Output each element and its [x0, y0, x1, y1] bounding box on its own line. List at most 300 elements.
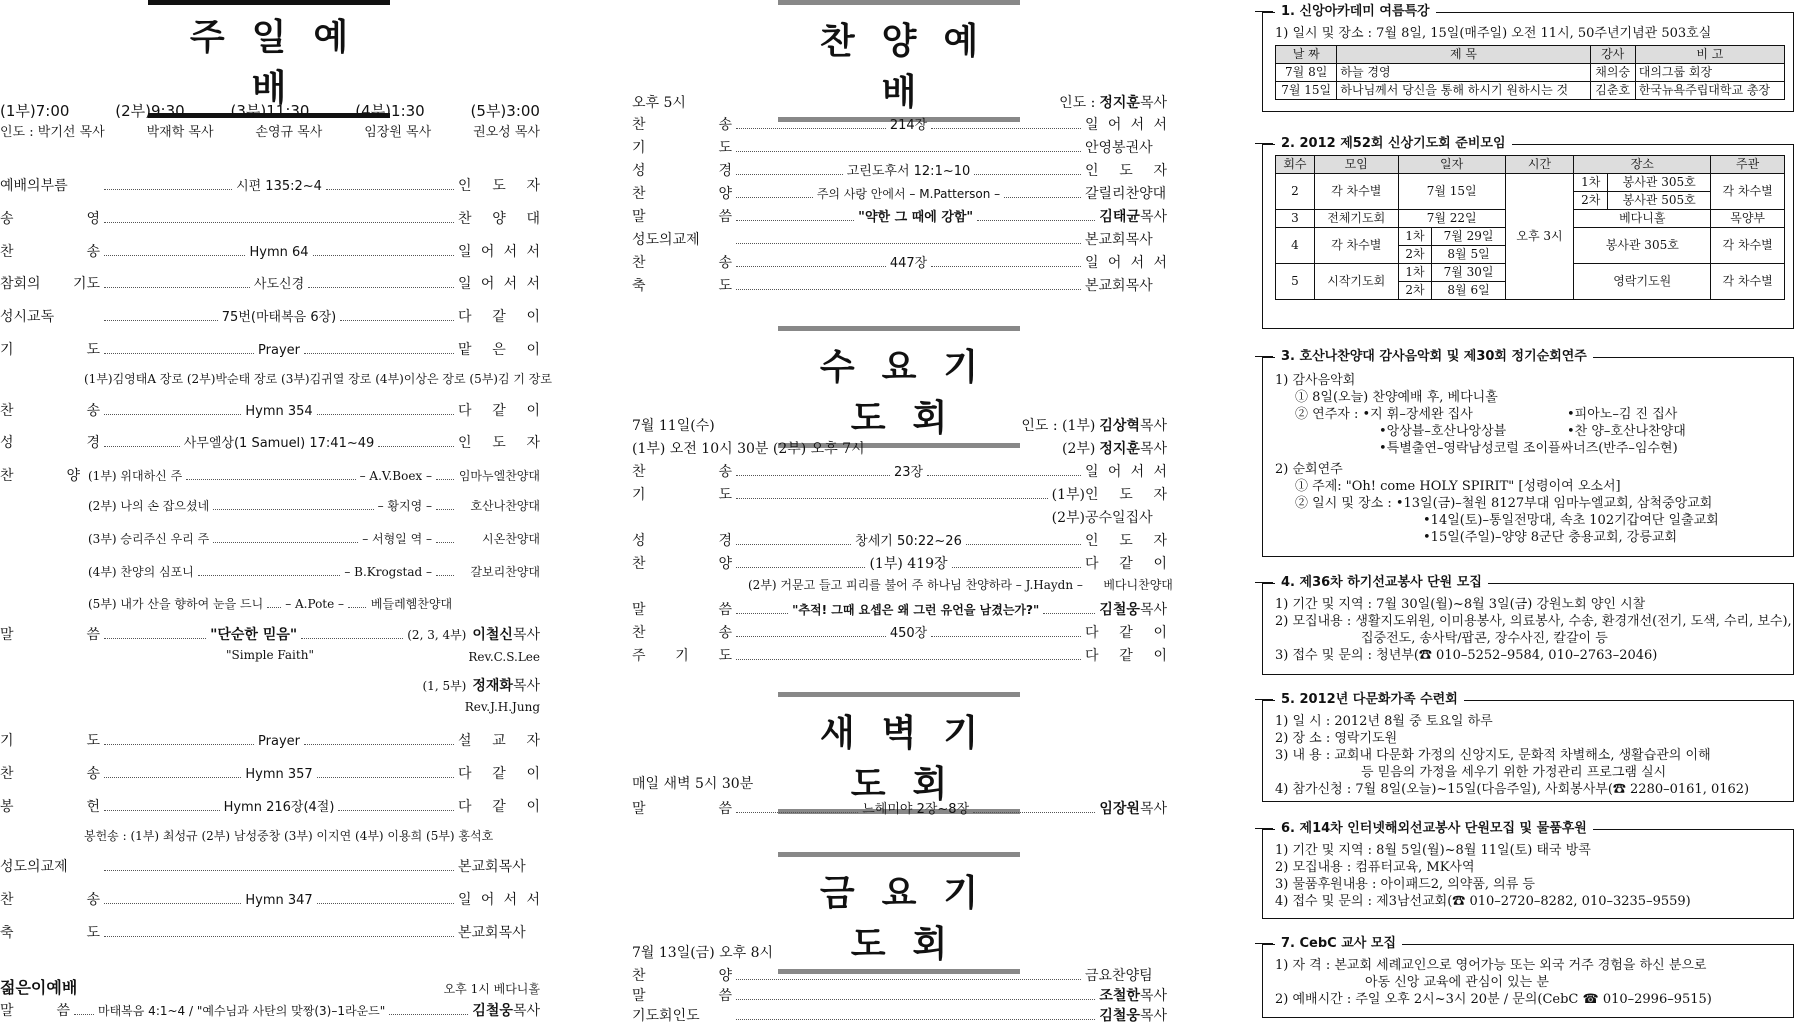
anthem-row — [88, 595, 540, 612]
text: 목양부 — [1711, 210, 1785, 228]
text: 찬 양 — [632, 556, 732, 572]
text: (2부) 나의 손 잡으셨네 — [88, 499, 210, 513]
text: "추적! 그때 요셉은 왜 그런 유언을 남겼는가?" — [792, 603, 1040, 617]
time-4: (4부)1:30 — [355, 102, 425, 120]
text: 찬 송 — [632, 464, 732, 480]
text: 찬 송 — [632, 255, 732, 271]
text: 김상혁 — [1099, 418, 1140, 434]
table-row — [1276, 64, 1785, 82]
text: 시편 135:2~4 — [236, 179, 322, 194]
text: 찬 송 — [0, 766, 100, 782]
text: 각 차수별 — [1711, 174, 1785, 210]
text: 일 어 서 서 — [458, 244, 541, 260]
text: 목사 — [1139, 801, 1167, 817]
text: 제 목 — [1337, 46, 1590, 64]
fri-date: 7월 13일(금) 오후 8시 — [632, 945, 774, 961]
text: 일 어 서 서 — [1085, 117, 1167, 133]
text: 봉사관 505호 — [1608, 192, 1711, 210]
text: 1) 자 격 : 본교회 세례교인으로 영어가능 또는 외국 거주 경험을 하신 분으로 — [1275, 958, 1707, 973]
text: 3) 내 용 : 교회내 다문화 가정의 신앙지도, 문화적 차별해소, 생활습관의 이해 — [1275, 748, 1711, 763]
text: 일자 — [1398, 156, 1505, 174]
text: 정지훈 — [1099, 95, 1140, 111]
text: (2부) — [1062, 441, 1096, 457]
leader-4: 임장원 목사 — [364, 125, 432, 140]
text: 목사 — [1139, 602, 1167, 618]
text: 임장원 — [1099, 801, 1140, 817]
text: 1) 감사음악회 — [1275, 373, 1356, 388]
text: 갈릴리찬양대 — [1085, 186, 1167, 202]
text: Hymn 357 — [245, 767, 313, 782]
text: 말 씀 — [0, 627, 100, 643]
text: 한국뉴욕주립대학교 총장 — [1635, 82, 1784, 100]
text: 시간 — [1505, 156, 1574, 174]
news-title: 7. CebC 교사 모집 — [1275, 935, 1402, 952]
text: 김춘호 — [1590, 82, 1635, 100]
text: (2부) — [1051, 510, 1085, 526]
order-row — [0, 273, 540, 293]
text: 7월 30일 — [1432, 264, 1505, 282]
text: 찬 양 — [632, 186, 732, 202]
text: 다 같 이 — [1085, 556, 1167, 572]
text: 정재화 — [472, 678, 513, 694]
order-row — [1052, 507, 1167, 527]
news-choir-concert — [1262, 349, 1794, 557]
order-row — [632, 461, 1167, 481]
order-row — [632, 183, 1167, 203]
text: 본교회목사 — [1085, 278, 1153, 294]
news-title: 6. 제14차 인터넷해외선교봉사 단원모집 및 물품후원 — [1275, 820, 1593, 837]
text: – A.Pote – — [285, 597, 345, 611]
order-row — [632, 229, 1167, 249]
praise-time-row — [632, 92, 1167, 112]
text: 찬 양 — [0, 468, 80, 484]
text: 대의그룹 회장 — [1635, 64, 1784, 82]
text: 집중전도, 송사탁/팝콘, 장수사진, 칼갈이 등 — [1361, 631, 1608, 646]
text: 각 차수별 — [1711, 264, 1785, 300]
order-row — [0, 889, 540, 909]
text: Prayer — [258, 734, 300, 749]
text: 1) 일시 및 장소 : 7월 8일, 15일(매주일) 오전 11시, 50주년기념관 503호실 — [1275, 26, 1712, 41]
text: 맡 은 이 — [458, 342, 540, 358]
text: 8월 6일 — [1432, 282, 1505, 300]
text: 등 믿음의 가정을 세우기 위한 가정관리 프로그램 실시 — [1361, 765, 1667, 780]
text: 호산나찬양대 — [470, 499, 540, 513]
wed-date-row — [632, 415, 1167, 435]
text: ② 일시 및 장소 : •13일(금)–철원 8127부대 임마누엘교회, 삼척중앙교회 — [1295, 496, 1713, 511]
text: 214장 — [889, 118, 928, 133]
text: 5 — [1276, 264, 1315, 300]
text: 일 어 서 서 — [458, 892, 541, 908]
text: 기도회인도 — [632, 1008, 700, 1023]
text: 송 영 — [0, 211, 100, 227]
text: 본교회목사 — [1085, 232, 1153, 248]
order-row — [0, 339, 540, 359]
text: 공수일집사 — [1085, 510, 1153, 526]
text: 4 — [1276, 228, 1315, 264]
text: 축 도 — [0, 925, 100, 941]
order-row — [632, 484, 1167, 504]
text: 3) 물품후원내용 : 아이패드2, 의약품, 의류 등 — [1275, 877, 1535, 892]
text: 목사 — [512, 627, 541, 643]
order-row — [632, 798, 1167, 818]
time-3: (3부)11:30 — [230, 102, 310, 120]
text: 1) 기간 및 지역 : 8월 5일(월)~8월 11일(토) 태국 방콕 — [1275, 843, 1591, 858]
text: 다 같 이 — [1085, 648, 1167, 664]
text: 안영봉권사 — [1085, 140, 1153, 156]
text: 성 경 — [632, 533, 732, 549]
text: 아동 신앙 교육에 관심이 있는 분 — [1365, 975, 1549, 990]
text: (3부) 승리주신 우리 주 — [88, 532, 210, 546]
text: 3) 접수 및 문의 : 청년부(☎ 010–5252–9584, 010–2763–2046) — [1275, 648, 1658, 663]
text: 정지훈 — [1099, 441, 1140, 457]
text: 목사 — [1139, 1008, 1167, 1023]
text: – 서형일 역 – — [362, 532, 432, 546]
text: 인도 : — [1059, 95, 1096, 111]
order-row — [0, 306, 540, 326]
order-row — [0, 241, 540, 261]
sunday-worship-title: 주일예배 — [148, 0, 390, 118]
preacher-1-en: Rev.C.S.Lee — [468, 650, 540, 664]
order-row — [0, 763, 540, 783]
text: 베다니홀 — [1574, 210, 1711, 228]
text: 말 씀 — [632, 209, 732, 225]
text: 2) 모집내용 : 컴퓨터교육, MK사역 — [1275, 860, 1475, 875]
order-row — [632, 553, 1167, 573]
text: 창세기 50:22~26 — [855, 534, 962, 549]
text: 450장 — [889, 626, 928, 641]
news-multicultural-retreat — [1262, 692, 1794, 802]
text: "단순한 믿음" — [210, 627, 298, 643]
prayer-meeting-table — [1275, 155, 1785, 300]
news-title: 3. 호산나찬양대 감사음악회 및 제30회 정기순회연주 — [1275, 348, 1593, 365]
text: 성도의교제 — [0, 859, 68, 875]
text: •피아노–김 진 집사 — [1567, 407, 1678, 422]
text: 오후 5시 — [632, 95, 686, 111]
praise-worship-title: 찬양예배 — [778, 0, 1020, 122]
text: 일 어 서 서 — [1085, 255, 1167, 271]
text: 본교회목사 — [458, 859, 526, 875]
text: 임마누엘찬양대 — [458, 469, 540, 483]
text: 영락기도원 — [1574, 264, 1711, 300]
text: 목사 — [1139, 441, 1167, 457]
text: •앙상블–호산나앙상블 — [1379, 424, 1507, 439]
text: Hymn 347 — [245, 893, 313, 908]
text: •14일(토)–통일전망대, 속초 102기갑여단 일출교회 — [1423, 513, 1719, 528]
text: 기 도 — [632, 487, 732, 503]
wed-time-row — [632, 438, 1167, 458]
order-row — [632, 622, 1167, 642]
text: (1부) 오전 10시 30분 (2부) 오후 7시 — [632, 441, 865, 457]
text: 2차 — [1574, 192, 1608, 210]
text: 하나님께서 당신을 통해 하시기 원하시는 것 — [1337, 82, 1590, 100]
text: 오후 3시 — [1505, 174, 1574, 300]
news-title: 2. 2012 제52회 신상기도회 준비모임 — [1275, 135, 1512, 152]
order-row — [632, 985, 1167, 1005]
text: Hymn 64 — [249, 245, 309, 260]
order-row — [632, 599, 1167, 619]
order-row — [632, 137, 1167, 157]
order-row — [632, 206, 1167, 226]
table-row — [1276, 82, 1785, 100]
text: 성도의교제 — [632, 232, 700, 248]
text: 김철웅 — [1099, 602, 1140, 618]
friday-prayer-title: 금요기도회 — [778, 852, 1020, 974]
text: 2) 모집내용 : 생활지도위원, 이미용봉사, 의료봉사, 수송, 환경개선(전기, 도색, 수리, 보수), — [1275, 614, 1792, 629]
text: (1부) 위대하신 주 — [88, 469, 183, 483]
text: 2) 장 소 : 영락기도원 — [1275, 731, 1398, 746]
dawn-time: 매일 새벽 5시 30분 — [632, 776, 754, 792]
text: 1차 — [1398, 264, 1432, 282]
text: 기 도 — [0, 733, 100, 749]
text: 오후 1시 베다니홀 — [443, 982, 540, 996]
text: ① 주제: "Oh! come HOLY SPIRIT" [성령이여 오소서] — [1295, 479, 1621, 494]
text: 본교회목사 — [458, 925, 526, 941]
text: 7월 22일 — [1398, 210, 1505, 228]
text: (2부) 거문고 들고 피리를 불어 주 하나님 찬양하라 – J.Haydn – — [748, 578, 1083, 592]
text: 2 — [1276, 174, 1315, 210]
preacher-2 — [423, 675, 541, 695]
text: 1차 — [1398, 228, 1432, 246]
text: 김태균 — [1099, 209, 1140, 225]
time-2: (2부)9:30 — [115, 102, 185, 120]
text: 2) 순회연주 — [1275, 462, 1343, 477]
text: 장소 — [1574, 156, 1711, 174]
order-row — [0, 856, 540, 876]
text: 젊은이예배 — [0, 978, 78, 997]
text: 시작기도회 — [1314, 264, 1398, 300]
order-row — [632, 1005, 1167, 1023]
text: 4) 접수 및 문의 : 제3남선교회(☎ 010–2720–8282, 010–3235–9559) — [1275, 894, 1691, 909]
text: 7월 11일(수) — [632, 418, 715, 434]
text: – 황지영 – — [377, 499, 432, 513]
news-title: 4. 제36차 하기선교봉사 단원 모집 — [1275, 574, 1488, 591]
text: 2) 예배시간 : 주일 오후 2시~3시 20분 / 문의(CebC ☎ 010–2996–9515) — [1275, 992, 1712, 1007]
news-title: 1. 신앙아카데미 여름특강 — [1275, 3, 1436, 20]
text: 날 짜 — [1276, 46, 1337, 64]
leader-2: 박재학 목사 — [146, 125, 214, 140]
text: 찬 양 — [632, 968, 732, 984]
text: 베다니찬양대 — [1103, 578, 1173, 592]
anthem-row — [0, 465, 540, 485]
text: 이철신 — [472, 627, 513, 643]
text: 채의숭 — [1590, 64, 1635, 82]
text: 2차 — [1398, 282, 1432, 300]
text: 인 도 자 — [1085, 533, 1167, 549]
text: 말 씀 — [632, 988, 732, 1004]
text: 다 같 이 — [458, 403, 541, 419]
text: ② 연주자 : •지 휘–장세완 집사 — [1295, 407, 1473, 422]
order-row — [632, 645, 1167, 665]
text: •15일(주일)–양양 8군단 충용교회, 강릉교회 — [1423, 530, 1678, 545]
text: Prayer — [258, 343, 300, 358]
text: – B.Krogstad – — [344, 565, 432, 579]
text: (1, 5부) — [422, 679, 467, 693]
order-row — [748, 576, 1173, 593]
order-row — [632, 965, 1167, 985]
text: 말 씀 — [632, 602, 732, 618]
text: 마태복음 4:1~4 / "예수님과 사탄의 맞짱(3)–1라운드" — [98, 1004, 386, 1018]
text: 찬 송 — [632, 625, 732, 641]
news-prayer-meeting — [1262, 136, 1794, 329]
text: 김철웅 — [472, 1003, 513, 1019]
text: – A.V.Boex – — [359, 469, 432, 483]
text: (1부) — [1051, 487, 1085, 503]
order-row — [632, 530, 1167, 550]
text: 하늘 경영 — [1337, 64, 1590, 82]
time-1: (1부)7:00 — [0, 102, 70, 120]
text: 시온찬양대 — [482, 532, 540, 546]
text: 목사 — [512, 1003, 540, 1019]
text: 느헤미야 2장~8장 — [862, 802, 970, 817]
prayer-elders: (1부)김영태A 장로 (2부)박순태 장로 (3부)김귀열 장로 (4부)이상은 장로 (5부)김 기 장로 — [84, 372, 552, 386]
text: 찬 송 — [0, 892, 100, 908]
order-row — [632, 275, 1167, 295]
text: 447장 — [889, 256, 928, 271]
text: 7월 15일 — [1276, 82, 1337, 100]
text: 다 같 이 — [458, 766, 541, 782]
text: 목사 — [1139, 418, 1167, 434]
offering-songs: 봉헌송 : (1부) 최성규 (2부) 남성중창 (3부) 이지연 (4부) 이용희 (5부) 홍석호 — [84, 829, 494, 843]
text: 7월 8일 — [1276, 64, 1337, 82]
text: 기 도 — [632, 140, 732, 156]
text: 사무엘상(1 Samuel) 17:41~49 — [183, 436, 375, 451]
text: 1) 일 시 : 2012년 8월 중 토요일 하루 — [1275, 714, 1493, 729]
text: 참회의 기도 — [0, 276, 100, 292]
leader-5: 권오성 목사 — [473, 125, 540, 140]
youth-sermon-row — [0, 1000, 540, 1020]
news-internet-mission — [1262, 821, 1794, 919]
text: 성시교독 — [0, 309, 55, 325]
text: 베들레헴찬양대 — [370, 597, 453, 611]
text: 조철한 — [1099, 988, 1140, 1004]
news-academy — [1262, 4, 1794, 112]
anthem-row — [88, 497, 540, 514]
text: 다 같 이 — [458, 309, 540, 325]
text: 주 기 도 — [632, 648, 732, 664]
text: 75번(마태복음 6장) — [221, 310, 337, 325]
text: 각 차수별 — [1314, 228, 1398, 264]
text: 1차 — [1574, 174, 1608, 192]
text: Hymn 354 — [245, 404, 313, 419]
text: 전체기도회 — [1314, 210, 1398, 228]
service-leaders — [0, 121, 540, 140]
order-row — [632, 252, 1167, 272]
text: 금요찬양팀 — [1085, 968, 1153, 984]
order-row — [0, 922, 540, 942]
text: 기 도 — [0, 342, 100, 358]
text: 말 씀 — [632, 801, 732, 817]
text: 강사 — [1590, 46, 1635, 64]
service-times — [0, 100, 540, 121]
order-row — [0, 796, 540, 816]
leader-1: 인도 : 박기선 목사 — [0, 125, 105, 140]
text: 인 도 자 — [458, 435, 541, 451]
text: 봉 헌 — [0, 799, 100, 815]
text: 주의 사랑 안에서 – M.Patterson – — [816, 187, 1001, 201]
text: (4부) 찬양의 심포니 — [88, 565, 194, 579]
text: 각 차수별 — [1314, 174, 1398, 210]
text: 성 경 — [0, 435, 100, 451]
order-row — [0, 400, 540, 420]
text: 목사 — [512, 678, 540, 694]
text: 김철웅 — [1099, 1008, 1140, 1023]
text: 말 씀 — [0, 1003, 70, 1019]
text: 인 도 자 — [1085, 487, 1167, 503]
text: ① 8일(오늘) 찬양예배 후, 베다니홀 — [1295, 390, 1498, 405]
sermon-title-en: "Simple Faith" — [226, 648, 314, 662]
order-row — [0, 175, 540, 195]
text: (1부) 419장 — [869, 556, 948, 572]
text: 목사 — [1139, 95, 1167, 111]
anthem-row — [88, 530, 540, 547]
time-5: (5부)3:00 — [470, 102, 540, 120]
text: 일 어 서 서 — [458, 276, 541, 292]
text: 다 같 이 — [1085, 625, 1167, 641]
order-row — [0, 432, 540, 452]
text: (5부) 내가 산을 향하여 눈을 드니 — [88, 597, 264, 611]
order-row — [0, 208, 540, 228]
text: (2, 3, 4부) — [407, 628, 467, 642]
text: 7월 15일 — [1398, 174, 1505, 210]
order-row — [0, 730, 540, 750]
text: 다 같 이 — [458, 799, 541, 815]
text: 찬 송 — [0, 244, 100, 260]
text: 3 — [1276, 210, 1315, 228]
text: 인 도 자 — [1085, 163, 1167, 179]
text: 일 어 서 서 — [1085, 464, 1168, 480]
text: Hymn 216장(4절) — [223, 800, 335, 815]
text: 1) 기간 및 지역 : 7월 30일(월)~8월 3일(금) 강원노회 양인 시찰 — [1275, 597, 1646, 612]
text: 주관 — [1711, 156, 1785, 174]
text: 고린도후서 12:1~10 — [846, 164, 971, 179]
academy-table — [1275, 45, 1785, 100]
text: 찬 송 — [632, 117, 732, 133]
text: 찬 송 — [0, 403, 100, 419]
text: 인도 : (1부) — [1021, 418, 1096, 434]
leader-3: 손영규 목사 — [255, 125, 323, 140]
news-mission-volunteer — [1262, 575, 1794, 675]
text: 갈보리찬양대 — [470, 565, 540, 579]
text: •찬 양–호산나찬양대 — [1567, 424, 1686, 439]
order-row — [632, 160, 1167, 180]
text: 인 도 자 — [458, 178, 541, 194]
text: 설 교 자 — [458, 733, 540, 749]
text: 찬 양 대 — [458, 211, 540, 227]
text: 7월 29일 — [1432, 228, 1505, 246]
order-row — [632, 114, 1167, 134]
text: "약한 그 때에 강함" — [858, 210, 974, 225]
text: 23장 — [893, 465, 924, 480]
text: 모임 — [1314, 156, 1398, 174]
news-title: 5. 2012년 다문화가족 수련회 — [1275, 691, 1464, 708]
text: 2차 — [1398, 246, 1432, 264]
text: 목사 — [1139, 988, 1167, 1004]
text: 8월 5일 — [1432, 246, 1505, 264]
anthem-row — [88, 563, 540, 580]
text: 회수 — [1276, 156, 1315, 174]
wednesday-prayer-title: 수요기도회 — [778, 326, 1020, 448]
dawn-prayer-title: 새벽기도회 — [778, 692, 1020, 814]
text: 축 도 — [632, 278, 732, 294]
sermon-row — [0, 624, 540, 644]
text: 비 고 — [1635, 46, 1784, 64]
news-cebc-teachers — [1262, 936, 1794, 1018]
text: 4) 참가신청 : 7월 8일(오늘)~15일(다음주일), 사회봉사부(☎ 2280–0161, 0162) — [1275, 782, 1750, 797]
text: 성 경 — [632, 163, 732, 179]
preacher-2-en: Rev.J.H.Jung — [464, 700, 540, 714]
youth-service-header — [0, 975, 540, 998]
text: 사도신경 — [253, 277, 305, 292]
